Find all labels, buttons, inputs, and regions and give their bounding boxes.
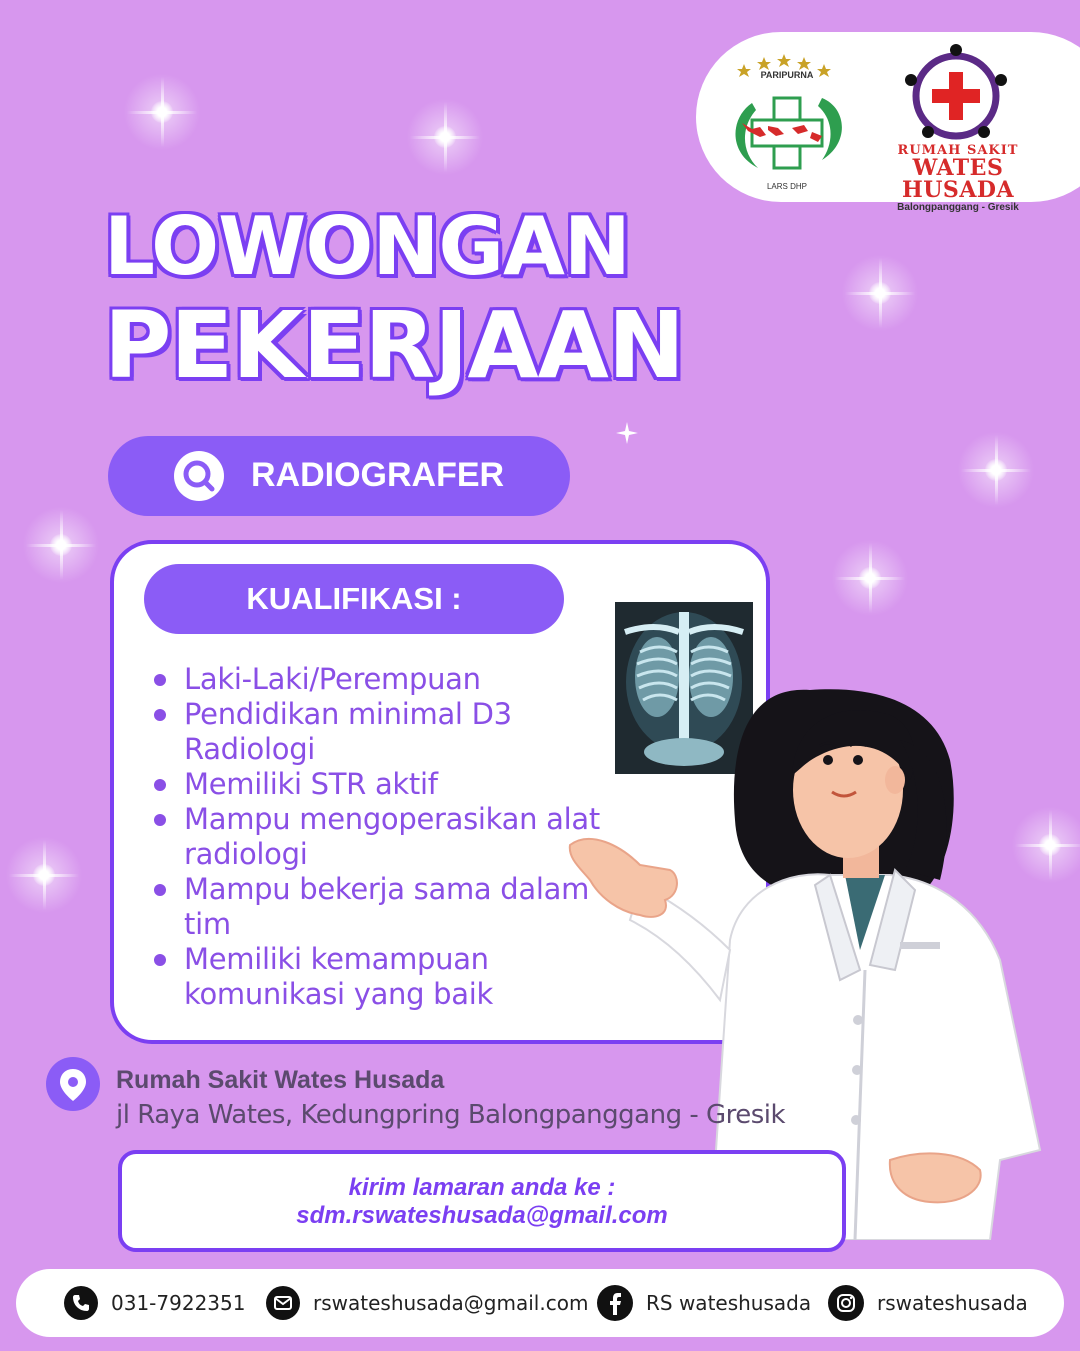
apply-email-link[interactable]: sdm.rswateshusada@gmail.com xyxy=(296,1202,668,1229)
star-sparkle-icon xyxy=(616,422,638,444)
contact-bar xyxy=(16,1269,1064,1337)
rs-wates-husada-logo xyxy=(858,40,1058,213)
facebook-icon xyxy=(597,1285,633,1321)
list-item: Mampu bekerja sama dalam tim xyxy=(150,872,610,942)
job-title: RADIOGRAFER xyxy=(251,456,505,494)
map-pin-icon xyxy=(46,1057,100,1111)
search-icon xyxy=(174,451,224,501)
rs-name-block xyxy=(858,144,1058,213)
instagram-icon xyxy=(828,1285,864,1321)
lars-footer: LARS DHP xyxy=(766,182,807,191)
rs-location-label: Balongpanggang - Gresik xyxy=(897,202,1019,213)
list-item: Pendidikan minimal D3 Radiologi xyxy=(150,697,610,767)
contact-email[interactable] xyxy=(266,1283,588,1323)
phone-number: 031-7922351 xyxy=(111,1291,246,1315)
contact-instagram[interactable] xyxy=(828,1283,1028,1323)
list-item: Memiliki STR aktif xyxy=(150,767,610,802)
apply-box xyxy=(118,1150,846,1252)
hospital-address: jl Raya Wates, Kedungpring Balongpanggang - Gresik xyxy=(116,1100,786,1130)
contact-phone[interactable] xyxy=(64,1283,245,1323)
phone-icon xyxy=(64,1286,98,1320)
qualification-heading: KUALIFIKASI : xyxy=(144,564,564,634)
headline-line-1: LOWONGAN xyxy=(104,200,630,293)
facebook-name: RS wateshusada xyxy=(646,1291,812,1315)
rs-main-label: WATES HUSADA xyxy=(901,155,1015,203)
qualification-list xyxy=(150,662,610,1012)
list-item: Laki-Laki/Perempuan xyxy=(150,662,610,697)
job-title-pill xyxy=(108,436,570,516)
list-item: Memiliki kemampuan komunikasi yang baik xyxy=(150,942,610,1012)
instagram-handle: rswateshusada xyxy=(877,1291,1028,1315)
apply-instruction: kirim lamaran anda ke : xyxy=(348,1174,616,1201)
email-address: rswateshusada@gmail.com xyxy=(313,1291,589,1315)
mail-icon xyxy=(266,1286,300,1320)
hospital-name: Rumah Sakit Wates Husada xyxy=(116,1066,445,1094)
lars-title: PARIPURNA xyxy=(760,70,814,80)
contact-facebook[interactable] xyxy=(597,1283,811,1323)
list-item: Mampu mengoperasikan alat radiologi xyxy=(150,802,610,872)
rs-top-label: RUMAH SAKIT xyxy=(897,143,1019,158)
headline-line-2: PEKERJAAN xyxy=(104,292,684,399)
lars-paripurna-logo xyxy=(722,48,852,198)
